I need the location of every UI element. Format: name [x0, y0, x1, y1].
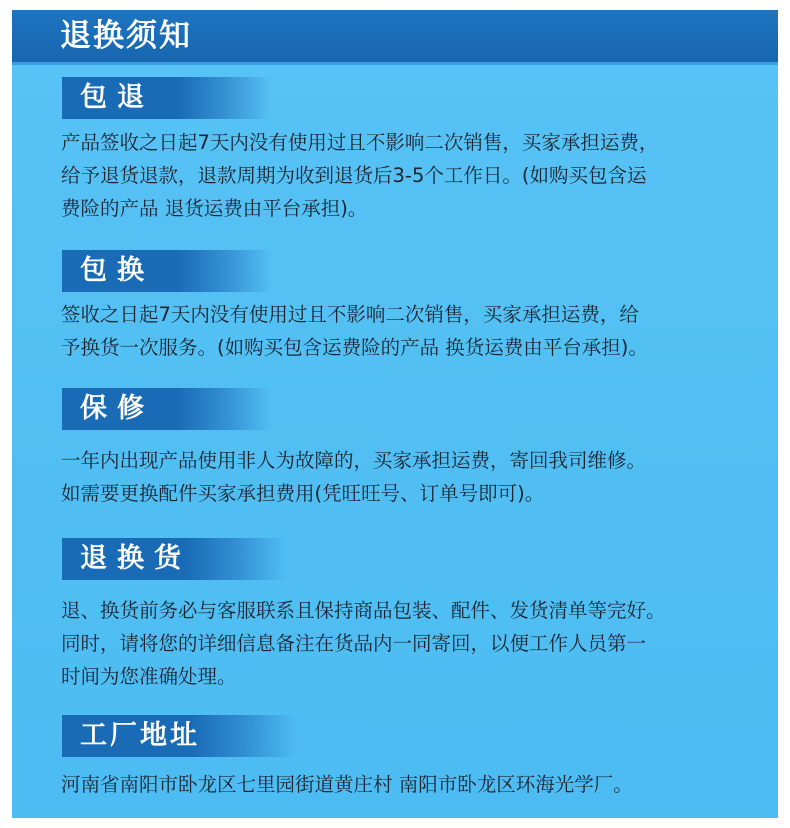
text-line: 予换货一次服务。(如购买包含运费险的产品 换货运费由平台承担)。: [61, 336, 648, 359]
title-banner: [12, 10, 778, 65]
notice-panel: [12, 10, 778, 818]
text-line: 费险的产品 退货运费由平台承担)。: [61, 197, 368, 220]
text-line: 同时，请将您的详细信息备注在货品内一同寄回，以便工作人员第一: [61, 632, 647, 655]
section-tag-label: 保修: [80, 393, 154, 424]
section-tag-return: [62, 77, 272, 119]
text-line: 河南省南阳市卧龙区七里园街道黄庄村 南阳市卧龙区环海光学厂。: [61, 773, 633, 796]
section-tag-return-exchange: [62, 538, 287, 580]
section-text-return: [61, 126, 771, 225]
section-text-factory-address: [61, 768, 771, 801]
text-line: 产品签收之日起7天内没有使用过且不影响二次销售，买家承担运费，: [61, 131, 659, 154]
page-title: 退换须知: [60, 18, 192, 54]
section-tag-label: 包退: [80, 82, 154, 113]
section-text-warranty: [61, 444, 771, 510]
text-line: 一年内出现产品使用非人为故障的，买家承担运费，寄回我司维修。: [61, 449, 647, 472]
section-tag-label: 退换货: [80, 543, 191, 574]
section-tag-warranty: [62, 388, 272, 430]
text-line: 签收之日起7天内没有使用过且不影响二次销售，买家承担运费，给: [61, 303, 639, 326]
section-tag-label: 包换: [80, 255, 154, 286]
section-tag-exchange: [62, 250, 272, 292]
text-line: 退、换货前务必与客服联系且保持商品包装、配件、发货清单等完好。: [61, 599, 666, 622]
text-line: 如需要更换配件买家承担费用(凭旺旺号、订单号即可)。: [61, 482, 545, 505]
section-tag-factory-address: [62, 715, 297, 757]
section-text-exchange: [61, 298, 771, 364]
section-text-return-exchange: [61, 594, 771, 693]
text-line: 给予退货退款，退款周期为收到退货后3-5个工作日。(如购买包含运: [61, 164, 647, 187]
section-tag-label: 工厂地址: [80, 720, 200, 751]
text-line: 时间为您准确处理。: [61, 665, 237, 688]
